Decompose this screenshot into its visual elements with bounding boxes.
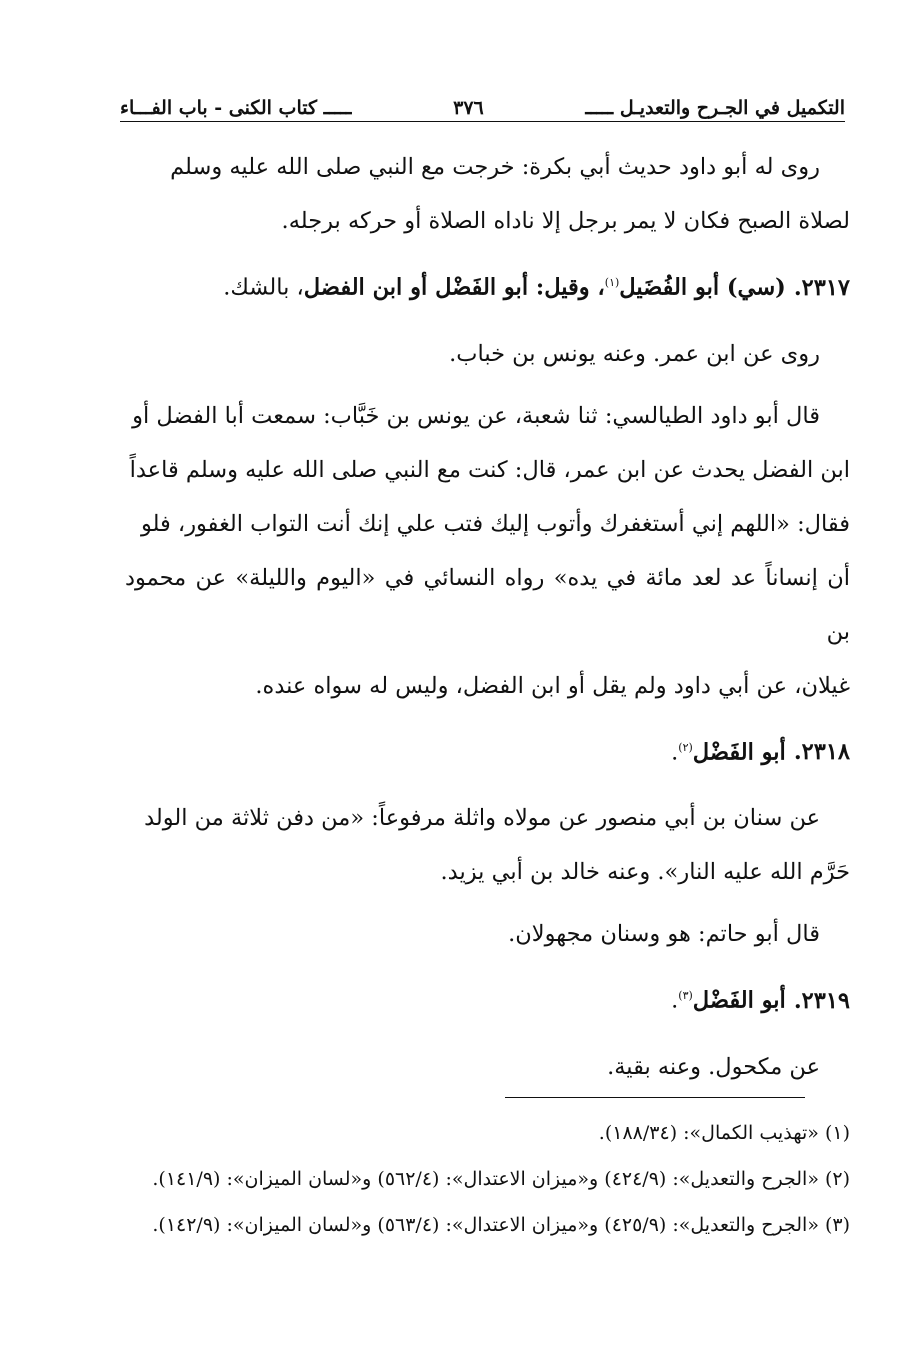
paragraph-line: فقال: «اللهم إني أستغفرك وأتوب إليك فتب علي إنك أنت التواب الغفور، فلو [140,510,850,537]
paragraph-line: روى له أبو داود حديث أبي بكرة: خرجت مع النبي صلى الله عليه وسلم [170,154,820,180]
paragraph-line: غيلان، عن أبي داود ولم يقل أو ابن الفضل، وليس له سواه عنده. [255,672,850,699]
entry-number: ٢٣١٧. [793,274,850,301]
footnote-divider [505,1097,805,1098]
entry-heading: أبو الفَضْل [692,739,786,765]
main-text [125,140,850,1094]
entry-2317 [125,256,850,315]
entry-heading: أبو الفَضْل [692,987,786,1014]
footnote-number: (٢) [824,1168,850,1190]
book-title: التكميل في الجـرح والتعديـل ـــــ [585,97,845,119]
paragraph-line: عن مكحول. وعنه بقية. [607,1053,820,1080]
entry-tail: . [671,739,679,765]
footnote-mark: (٢) [678,740,693,754]
paragraph-line: ابن الفضل يحدث عن ابن عمر، قال: كنت مع النبي صلى الله عليه وسلم قاعداً [129,456,850,483]
paragraph-line: عن سنان بن أبي منصور عن مولاه واثلة مرفوعاً: «من دفن ثلاثة من الولد [144,805,820,831]
footnote-text: «الجرح والتعديل»: (٤٢٤/٩) و«ميزان الاعتدال»: (٥٦٢/٤) و«لسان الميزان»: (١٤١/٩). [152,1168,819,1190]
paragraph-line: قال أبو داود الطيالسي: ثنا شعبة، عن يونس بن خَبَّاب: سمعت أبا الفضل أو [132,402,820,429]
entry-number: ٢٣١٩. [793,987,850,1014]
footnote-mark: (٣) [678,989,693,1002]
footnote-mark: (١) [604,276,620,289]
entry-number: ٢٣١٨. [793,739,850,765]
footnote-text: «تهذيب الكمال»: (١٨٨/٣٤). [598,1122,819,1144]
footnote-number: (١) [824,1122,850,1144]
entry-heading: (سي) أبو الفُضَيل [619,274,786,301]
entry-tail: . [671,987,679,1014]
running-header [120,82,845,122]
footnote-2 [120,1156,850,1202]
entry-2318 [125,721,850,780]
paragraph-line: روى عن ابن عمر. وعنه يونس بن خباب. [449,340,820,367]
page-number: ٣٧٦ [453,97,484,119]
entry-tail: ، بالشك. [223,274,304,301]
footnote-number: (٣) [824,1214,850,1236]
paragraph-line: لصلاة الصبح فكان لا يمر برجل إلا ناداه الصلاة أو حركه برجله. [281,208,850,234]
section-title: ـــــ كتاب الكنى - باب الفـــاء [120,97,352,119]
footnote-text: «الجرح والتعديل»: (٤٢٥/٩) و«ميزان الاعتدال»: (٥٦٣/٤) و«لسان الميزان»: (١٤٢/٩). [152,1214,819,1236]
footnote-1 [120,1110,850,1156]
entry-heading-rest: ، وقيل: أبو الفَضْل أو ابن الفضل [303,274,605,301]
paragraph-line: قال أبو حاتم: هو وسنان مجهولان. [508,921,820,947]
paragraph-line: حَرَّم الله عليه النار». وعنه خالد بن أبي يزيد. [440,859,850,885]
footnote-3 [120,1202,850,1248]
entry-2319 [125,969,850,1028]
footnotes [120,1110,850,1248]
paragraph-line: أن إنساناً عد لعد مائة في يده» رواه النسائي في «اليوم والليلة» عن محمود بن [125,564,850,645]
